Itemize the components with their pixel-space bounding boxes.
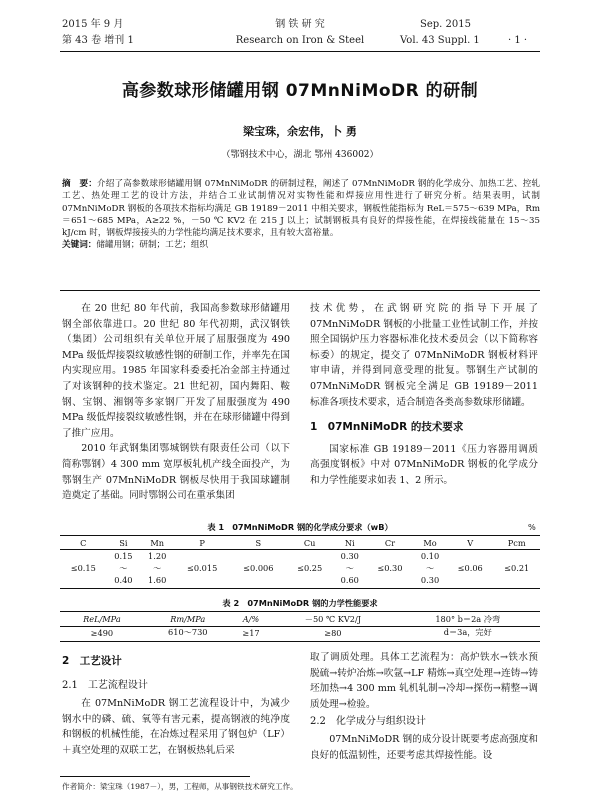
keywords: 储罐用钢；研制；工艺；组织 bbox=[96, 240, 209, 251]
table1-value-si bbox=[107, 549, 141, 586]
header-page-number: · 1 · bbox=[508, 35, 528, 46]
header-rule bbox=[60, 51, 540, 52]
table1-value-cu: ≤0.25 bbox=[297, 562, 323, 573]
table1-mn-max: 1.60 bbox=[148, 574, 167, 585]
table1-si-sep: ～ bbox=[119, 562, 128, 573]
table1-header-mn: Mn bbox=[150, 537, 164, 548]
abstract-label: 摘 要： bbox=[62, 179, 97, 189]
intro-paragraph-2: 2010 年武钢集团鄂城钢铁有限责任公司（以下简称鄂钢）4 300 mm 宽厚板轧机产线全面投产，为鄂钢生产 07MnNiMoDR 钢板尽快用于我国球罐制造奠定了基础。同时鄂钢公司在重承集团 bbox=[62, 443, 290, 502]
table2-header-elongation: A/% bbox=[242, 614, 260, 625]
section-2-1-text: 在 07MnNiMoDR 钢工艺流程设计中，为减少钢水中的磷、硫、氧等有害元素，提高钢液的纯净度和钢板的机械性能，在冶炼过程采用了钢包炉（LF）＋真空处理的双联工艺，在钢板热轧后采 bbox=[62, 698, 290, 756]
table2-bottom-rule bbox=[60, 641, 540, 642]
header-journal-en: Research on Iron & Steel bbox=[235, 35, 365, 46]
table1-value-ni bbox=[333, 549, 367, 586]
table1-value-pcm: ≤0.21 bbox=[504, 562, 530, 573]
table1-mo-min: 0.10 bbox=[420, 550, 440, 561]
table1-mn-min: 1.20 bbox=[148, 550, 167, 561]
table2-header-tensile: Rm/MPa bbox=[170, 614, 206, 625]
table1-value-mo bbox=[413, 549, 447, 586]
table1-value-cr: ≤0.30 bbox=[377, 562, 403, 573]
table2-value-tensile: 610～730 bbox=[168, 627, 208, 638]
table1-caption: 表 1 07MnNiMoDR 钢的化学成分要求（wB） bbox=[207, 522, 393, 532]
abstract bbox=[62, 178, 540, 252]
table1-header-c: C bbox=[80, 537, 87, 548]
table1-value-c: ≤0.15 bbox=[70, 562, 96, 573]
right-column-upper bbox=[310, 301, 538, 489]
table1-mn-sep: ～ bbox=[153, 562, 162, 573]
table1-chemical-composition bbox=[60, 537, 540, 586]
table1-header-v: V bbox=[467, 537, 474, 548]
author-footnote: 作者简介：梁宝珠（1987－），男，工程师，从事钢铁技术研究工作。 bbox=[62, 782, 298, 791]
left-column-upper bbox=[62, 301, 290, 504]
table1-header-p: P bbox=[199, 537, 205, 548]
article-authors: 梁宝珠，余宏伟，卜 勇 bbox=[243, 125, 357, 138]
table1-header-pcm: Pcm bbox=[507, 537, 526, 548]
left-column-lower bbox=[62, 654, 290, 759]
intro-paragraph-continued: 技术优势，在武钢研究院的指导下开展了 07MnNiMoDR 钢板的小批量工业性试制工作，并按照全国锅炉压力容器标准化技术委员会（以下简称容标委）的规定，提交了 07MnNiMoDR 钢板材料评审申请，并得到同意受理的批复。鄂钢生产试制的 07MnNiMoDR 钢板完全满足 GB 19189－2011 标准各项技术要求，适合制造各类高参数球形储罐。 bbox=[310, 303, 538, 408]
header-volume-en: Vol. 43 Suppl. 1 bbox=[400, 35, 480, 46]
table2-value-row bbox=[60, 626, 540, 639]
abstract-text: 介绍了高参数球形储罐用钢 07MnNiMoDR 的研制过程，阐述了 07MnNiMoDR 钢的化学成分、加热工艺、控轧工艺、热处理工艺的设计方法，并结合工业试制情况对实物性能和焊接应用性进行了研究分析。结果表明，试制 07MnNiMoDR 钢板的各项技术指标均满足 GB 19189－2011 中相关要求，钢板性能指标为 ReL＝575～639 MPa，Rm＝651～685 MPa，A≥22 %，－50 ℃ KV2 在 215 J 以上；试制钢板具有良好的焊接性能，在焊接线能量在 15～35 kJ/cm 时，钢板焊接接头的力学性能均满足技术要求，且有较大富裕量。 bbox=[62, 179, 540, 239]
section-2-1-heading: 2.1 工艺流程设计 bbox=[62, 679, 148, 691]
table1-ni-max: 0.60 bbox=[340, 574, 359, 585]
table1-si-max: 0.40 bbox=[114, 574, 133, 585]
table1-header-cr: Cr bbox=[384, 537, 395, 548]
table1-header-row bbox=[60, 537, 540, 549]
table1-value-s: ≤0.006 bbox=[243, 562, 274, 573]
table1-header-ni: Ni bbox=[344, 537, 355, 548]
table2-caption: 表 2 07MnNiMoDR 钢的力学性能要求 bbox=[222, 598, 378, 608]
table2-header-impact: －50 ℃ KV2/J bbox=[304, 613, 361, 624]
table1-header-mo: Mo bbox=[423, 537, 437, 548]
right-column-lower bbox=[310, 650, 538, 763]
table1-ni-min: 0.30 bbox=[340, 550, 359, 561]
header-volume-cn: 第 43 卷 增刊 1 bbox=[62, 35, 134, 46]
table1-top-rule bbox=[60, 535, 540, 536]
table1-mo-sep: ～ bbox=[425, 562, 435, 573]
table2-top-rule bbox=[60, 611, 540, 612]
table1-header-s: S bbox=[255, 537, 262, 548]
table1-value-p: ≤0.015 bbox=[186, 562, 218, 573]
table1-header-si: Si bbox=[119, 537, 128, 548]
table1-si-min: 0.15 bbox=[114, 550, 133, 561]
table2-header-bend: 180° b＝2a 冷弯 bbox=[435, 613, 501, 624]
table1-ni-sep: ～ bbox=[345, 562, 354, 573]
table1-value-row bbox=[60, 549, 540, 586]
abstract-rule bbox=[60, 290, 540, 291]
header-date-en: Sep. 2015 bbox=[420, 19, 471, 30]
section-2-heading: 2 工艺设计 bbox=[62, 655, 122, 667]
section-1-heading: 1 07MnNiMoDR 的技术要求 bbox=[310, 421, 464, 434]
section-2-2-heading: 2.2 化学成分与组织设计 bbox=[310, 716, 426, 728]
table2-value-yield: ≥490 bbox=[90, 627, 114, 638]
header-date: 2015 年 9 月 bbox=[62, 19, 124, 30]
header-journal-cn: 钢 铁 研 究 bbox=[275, 19, 325, 30]
table2-header-row bbox=[60, 613, 540, 626]
table1-value-mn bbox=[140, 549, 174, 586]
section-1-text: 国家标准 GB 19189－2011《压力容器用调质高强度钢板》中对 07MnNiMoDR 钢板的化学成分和力学性能要求如表 1、2 所示。 bbox=[310, 443, 538, 486]
table2-header-yield: ReL/MPa bbox=[83, 614, 121, 625]
table1-unit: % bbox=[528, 522, 536, 532]
table2-mechanical-properties bbox=[60, 613, 540, 639]
table1-bottom-rule bbox=[60, 588, 540, 589]
footnote-rule bbox=[60, 776, 250, 777]
table1-value-v: ≤0.06 bbox=[457, 562, 483, 573]
table2-value-elongation: ≥17 bbox=[242, 627, 260, 638]
intro-paragraph-1: 在 20 世纪 80 年代前，我国高参数球形储罐用钢全部依靠进口。20 世纪 80 年代初期，武汉钢铁（集团）公司组织有关单位开展了屈服强度为 490 MPa 级低焊接裂纹敏感性钢的研制工作，并率先在国内实现应用。1985 年国家科委委托冶金部主持通过了对该钢种的技术鉴定。21 世纪初，国内舞阳、鞍钢、宝钢、湘钢等多家钢厂开发了屈服强度为 490 MPa 级低焊接裂纹敏感性钢，并在在球形储罐中得到了推广应用。 bbox=[62, 303, 290, 439]
table2-value-impact: ≥80 bbox=[324, 627, 342, 638]
table1-header-cu: Cu bbox=[303, 537, 316, 548]
table2-value-bend: d＝3a，完好 bbox=[443, 627, 492, 638]
article-title: 高参数球形储罐用钢 07MnNiMoDR 的研制 bbox=[121, 81, 479, 101]
keywords-label: 关键词： bbox=[62, 240, 97, 251]
process-flow-text: 取了调质处理。具体工艺流程为：高炉铁水→铁水预脱硫→转炉冶炼→吹氩→LF 精炼→真空处理→连铸→铸坯加热→4 300 mm 轧机轧制→冷却→探伤→精整→调质处理→检验。 bbox=[310, 652, 538, 710]
article-affiliation: （鄂钢技术中心，湖北 鄂州 436002） bbox=[221, 150, 379, 160]
table1-mo-max: 0.30 bbox=[420, 574, 440, 585]
section-2-2-text: 07MnNiMoDR 钢的成分设计既要考虑高强度和良好的低温韧性，还要考虑其焊接性能。设 bbox=[310, 733, 538, 761]
